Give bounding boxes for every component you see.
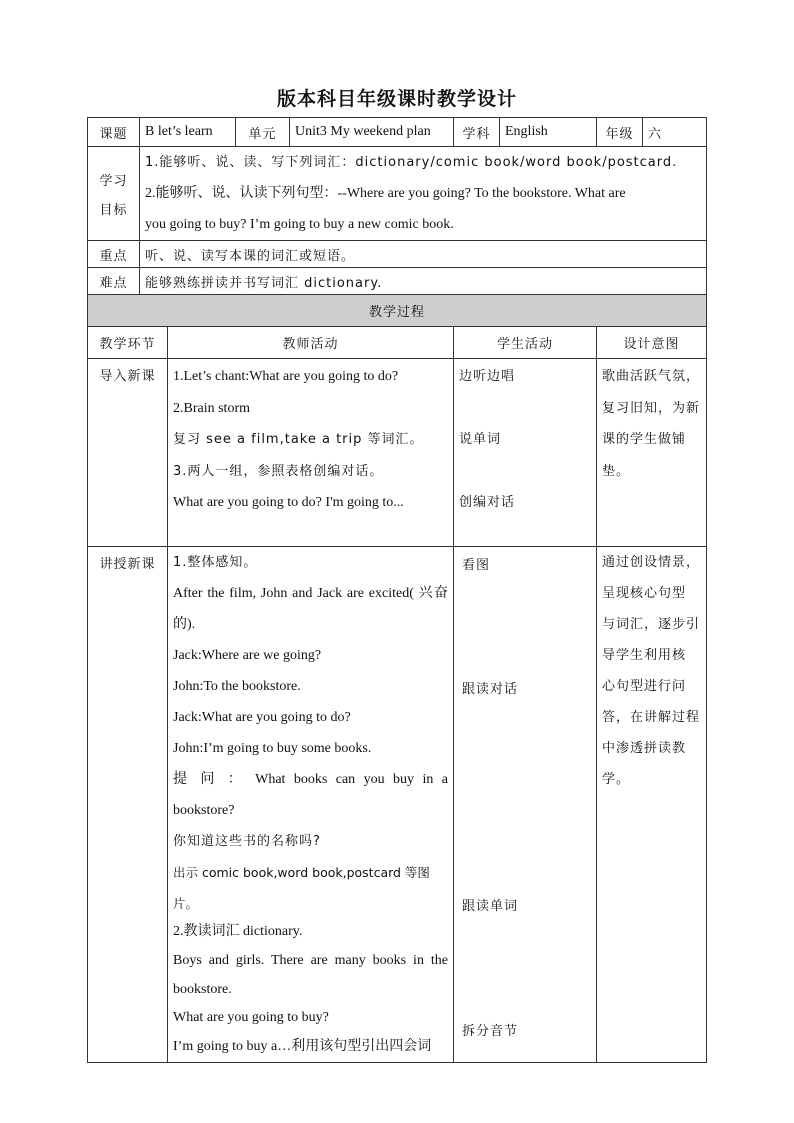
teaching-intent-line: 答，在讲解过程: [602, 710, 701, 725]
teaching-intent-line: 与词汇，逐步引: [602, 617, 701, 632]
teaching-teacher-line: I’m going to buy a…利用该句型引出四会词: [173, 1039, 432, 1054]
teaching-teacher-line: Boys and girls. There are many books in the: [173, 953, 448, 968]
teaching-teacher-line: What are you going to buy?: [173, 1010, 329, 1025]
goals-line: you going to buy? I’m going to buy a new comic book.: [145, 217, 454, 232]
teaching-teacher-line: John:I’m going to buy some books.: [173, 741, 372, 756]
teaching-intent-line: 学。: [602, 772, 631, 787]
teaching-teacher-line: 的).: [173, 617, 196, 632]
difficulty-row: [88, 268, 707, 295]
lead-in-student: [454, 359, 597, 547]
key-point-value: 听、说、读写本课的词汇或短语。: [140, 241, 707, 268]
lead-in-student-line: 说单词: [459, 432, 502, 447]
lead-in-teacher-line: 复习 see a film,take a trip 等词汇。: [173, 432, 424, 447]
teaching-student-line: 拆分音节: [462, 1024, 519, 1039]
lesson-plan-table: [87, 117, 707, 1063]
teaching-teacher-line: After the film, John and Jack are excited( 兴奋: [173, 586, 448, 601]
teaching-student-line: 看图: [462, 558, 491, 573]
lead-in-teacher-line: 3.两人一组，参照表格创编对话。: [173, 463, 384, 479]
grade-label: 年级: [597, 118, 643, 147]
teaching-intent-line: 导学生利用核: [602, 648, 687, 663]
unit-value: Unit3 My weekend plan: [290, 118, 454, 147]
teaching-teacher-line: Jack:Where are we going?: [173, 648, 322, 663]
lead-in-student-line: [459, 456, 591, 488]
teaching-teacher-line: bookstore.: [173, 982, 232, 997]
teaching-teacher-line: Jack:What are you going to do?: [173, 710, 351, 725]
teaching-intent-line: 通过创设情景，: [602, 555, 701, 570]
lead-in-intent-line: 复习旧知，为新: [602, 400, 701, 416]
key-point-label: 重点: [88, 241, 140, 268]
lead-in-intent-line: 垫。: [602, 463, 631, 479]
teaching-teacher-line: John:To the bookstore.: [173, 679, 301, 694]
lead-in-teacher-line: 1.Let’s chant:What are you going to do?: [173, 369, 399, 384]
teaching-teacher-line: 提 问 ： What books can you buy in a: [173, 772, 448, 787]
teaching-intent: [597, 547, 707, 1063]
lead-in-stage: 导入新课: [88, 359, 168, 547]
teaching-teacher-line: 出示 comic book,word book,postcard 等图片。: [173, 865, 430, 911]
teaching-row: [88, 547, 707, 1063]
goals-line: 1.能够听、说、读、写下列词汇：dictionary/comic book/word book/postcard.: [145, 155, 678, 170]
lead-in-student-line: 创编对话: [459, 495, 516, 510]
grade-value: 六: [643, 118, 707, 147]
lead-in-teacher-line: What are you going to do? I'm going to...: [173, 495, 404, 510]
teaching-teacher-line: 你知道这些书的名称吗?: [173, 834, 321, 849]
column-teacher: 教师活动: [168, 327, 454, 359]
goals-label: [88, 147, 140, 241]
teaching-intent-line: 呈现核心句型: [602, 586, 687, 601]
key-point-row: [88, 241, 707, 268]
teaching-teacher: [168, 547, 454, 1063]
difficulty-label: 难点: [88, 268, 140, 295]
teaching-student-line: 跟读单词: [462, 899, 519, 914]
lead-in-intent-line: 课的学生做铺: [602, 432, 687, 447]
teaching-stage: 讲授新课: [88, 547, 168, 1063]
difficulty-value: 能够熟练拼读并书写词汇 dictionary.: [140, 268, 707, 295]
teaching-intent-line: 心句型进行问: [602, 679, 687, 694]
teaching-student-line: 跟读对话: [462, 682, 519, 697]
subject-label: 学科: [454, 118, 500, 147]
lead-in-teacher-line: 2.Brain storm: [173, 400, 250, 416]
process-band: 教学过程: [88, 295, 707, 327]
column-header-row: [88, 327, 707, 359]
topic-value: B let’s learn: [140, 118, 236, 147]
subject-value: English: [500, 118, 597, 147]
goals-row: [88, 147, 707, 241]
lead-in-student-line: [459, 393, 591, 425]
lead-in-student-line: 边听边唱: [459, 369, 516, 384]
lead-in-teacher: [168, 359, 454, 547]
column-student: 学生活动: [454, 327, 597, 359]
page-title: 版本科目年级课时教学设计: [276, 88, 517, 110]
process-band-row: [88, 295, 707, 327]
teaching-teacher-line: bookstore?: [173, 803, 235, 818]
lead-in-row: [88, 359, 707, 547]
lead-in-intent-line: 歌曲活跃气氛，: [602, 369, 701, 384]
teaching-teacher-line: 1.整体感知。: [173, 555, 258, 570]
teaching-teacher-line: 2.教读词汇 dictionary.: [173, 924, 303, 939]
lead-in-intent: [597, 359, 707, 547]
teaching-student: [454, 547, 597, 1063]
teaching-intent-line: 中渗透拼读教: [602, 741, 687, 756]
goals-label-line: 学习: [99, 173, 128, 189]
goals-label-line: 目标: [99, 202, 128, 218]
column-intent: 设计意图: [597, 327, 707, 359]
topic-label: 课题: [88, 118, 140, 147]
goals-line: 2.能够听、说、认读下列句型：--Where are you going? To the bookstore. What are: [145, 186, 626, 201]
header-row: [88, 118, 707, 147]
goals-content: [140, 147, 707, 241]
column-stage: 教学环节: [88, 327, 168, 359]
unit-label: 单元: [236, 118, 290, 147]
